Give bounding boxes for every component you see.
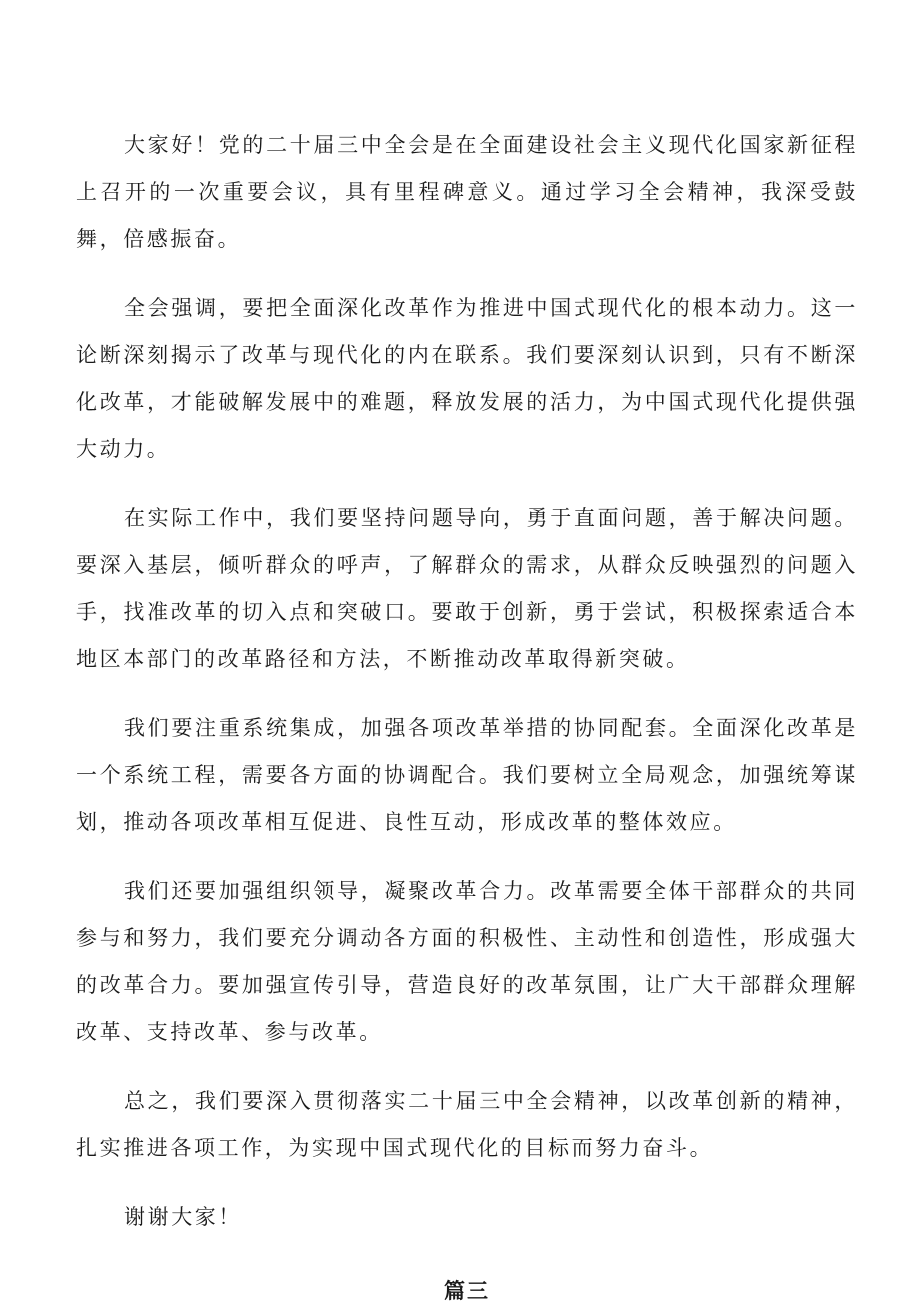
paragraph-reform-driving-force: 全会强调，要把全面深化改革作为推进中国式现代化的根本动力。这一论断深刻揭示了改革与现代化的内在联系。我们要深刻认识到，只有不断深化改革，才能破解发展中的难题，释放发展的活力，为中国式现代化提供强大动力。	[76, 296, 858, 461]
paragraph-system-integration: 我们要注重系统集成，加强各项改革举措的协同配套。全面深化改革是一个系统工程，需要各方面的协调配合。我们要树立全局观念，加强统筹谋划，推动各项改革相互促进、良性互动，形成改革的整体效应。	[76, 716, 858, 834]
paragraph-greeting: 大家好！党的二十届三中全会是在全面建设社会主义现代化国家新征程上召开的一次重要会议，具有里程碑意义。通过学习全会精神，我深受鼓舞，倍感振奋。	[76, 133, 858, 251]
paragraph-conclusion: 总之，我们要深入贯彻落实二十届三中全会精神，以改革创新的精神，扎实推进各项工作，为实现中国式现代化的目标而努力奋斗。	[76, 1089, 858, 1160]
paragraph-organizational-leadership: 我们还要加强组织领导，凝聚改革合力。改革需要全体干部群众的共同参与和努力，我们要充分调动各方面的积极性、主动性和创造性，形成强大的改革合力。要加强宣传引导，营造良好的改革氛围，让广大干部群众理解改革、支持改革、参与改革。	[76, 879, 858, 1044]
closing-thanks: 谢谢大家！	[124, 1205, 242, 1229]
paragraph-problem-orientation: 在实际工作中，我们要坚持问题导向，勇于直面问题，善于解决问题。要深入基层，倾听群众的呼声，了解群众的需求，从群众反映强烈的问题入手，找准改革的切入点和突破口。要敢于创新，勇于尝试，积极探索适合本地区本部门的改革路径和方法，不断推动改革取得新突破。	[76, 506, 858, 671]
section-heading: 篇三	[444, 1278, 490, 1303]
document-page	[76, 122, 858, 1314]
